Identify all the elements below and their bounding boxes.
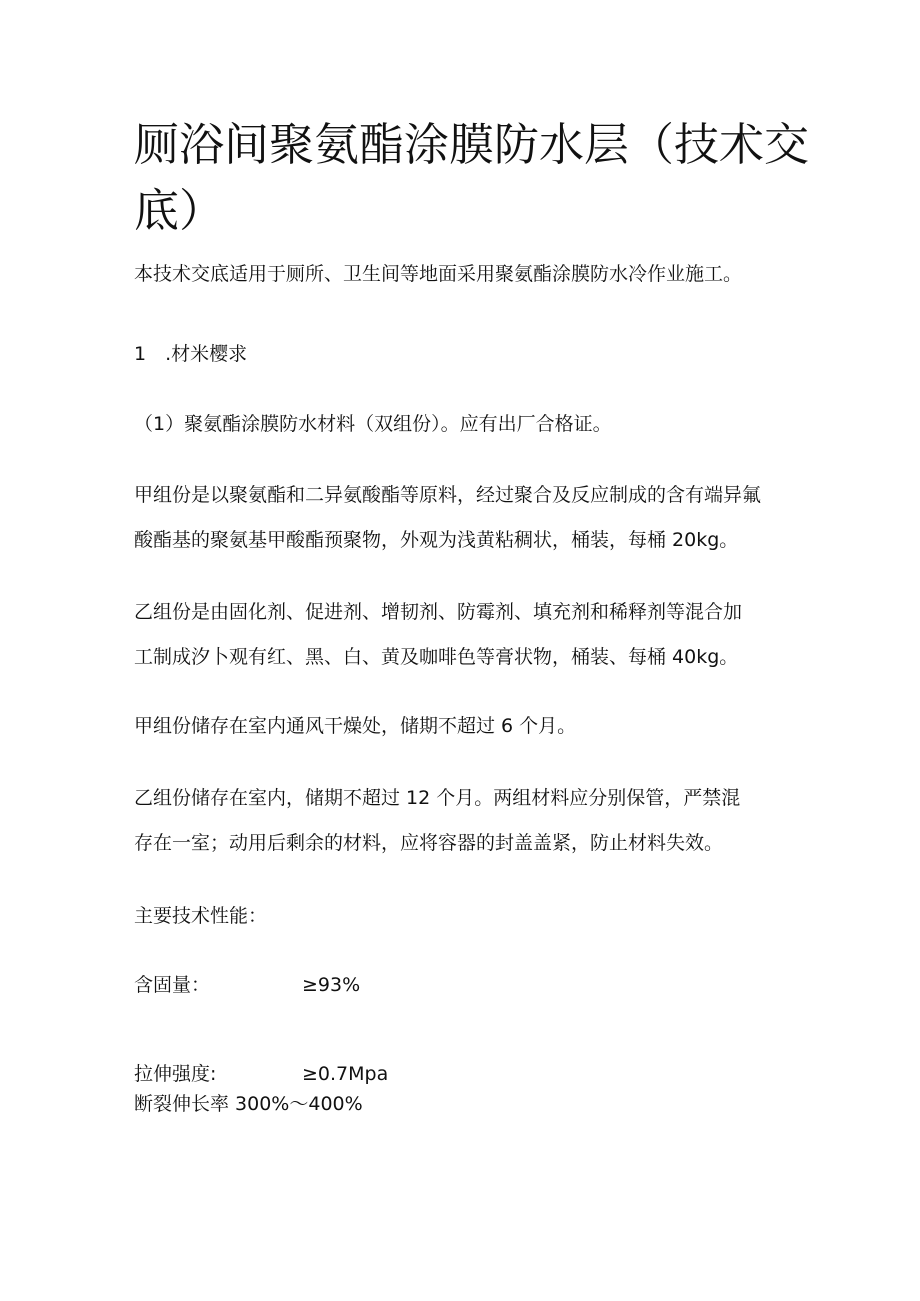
tech-performance-heading: 主要技术性能：	[134, 905, 268, 927]
item-1-polyurethane-material: （1）聚氨酯涂膜防水材料（双组份）。应有出厂合格证。	[134, 413, 612, 435]
paragraph-storage-b-line-2: 存在一室；动用后剩余的材料，应将容器的封盖盖紧，防止材料失效。	[134, 832, 724, 854]
paragraph-storage-b-line-1: 乙组份储存在室内，储期不超过 12 个月。两组材料应分别保管，严禁混	[134, 787, 741, 809]
section-heading-materials: 1 .材米樱求	[134, 343, 248, 365]
paragraph-component-a	[134, 483, 761, 552]
paragraph-storage-b	[134, 786, 740, 855]
paragraph-component-a-line-1: 甲组份是以聚氨酯和二异氨酸酯等原料，经过聚合及反应制成的含有端异氟	[134, 484, 762, 506]
property-label: 拉伸强度:	[134, 1063, 217, 1085]
property-label: 含固量：	[134, 974, 211, 996]
paragraph-storage-a: 甲组份储存在室内通风干燥处，储期不超过 6 个月。	[134, 715, 577, 737]
intro-paragraph: 本技术交底适用于厕所、卫生间等地面采用聚氨酯涂膜防水冷作业施工。	[134, 263, 743, 285]
property-value: ≥0.7Mpa	[302, 1063, 389, 1085]
document-title: 厕浴间聚氨酯涂膜防水层（技术交底）	[134, 118, 810, 237]
paragraph-component-b-line-1: 乙组份是由固化剂、促进剂、增韧剂、防霉剂、填充剂和稀释剂等混合加	[134, 601, 743, 623]
property-elongation: 断裂伸长率 300%～400%	[134, 1093, 363, 1115]
property-tensile-strength	[134, 1062, 534, 1086]
property-solid-content	[134, 973, 534, 997]
paragraph-component-b-line-2: 工制成汐卜观有红、黑、白、黄及咖啡色等膏状物，桶装、每桶 40kg。	[134, 646, 739, 668]
property-value: ≥93%	[302, 974, 361, 996]
paragraph-component-b	[134, 600, 742, 669]
paragraph-component-a-line-2: 酸酯基的聚氨基甲酸酯预聚物，外观为浅黄粘稠状，桶装，每桶 20kg。	[134, 529, 739, 551]
